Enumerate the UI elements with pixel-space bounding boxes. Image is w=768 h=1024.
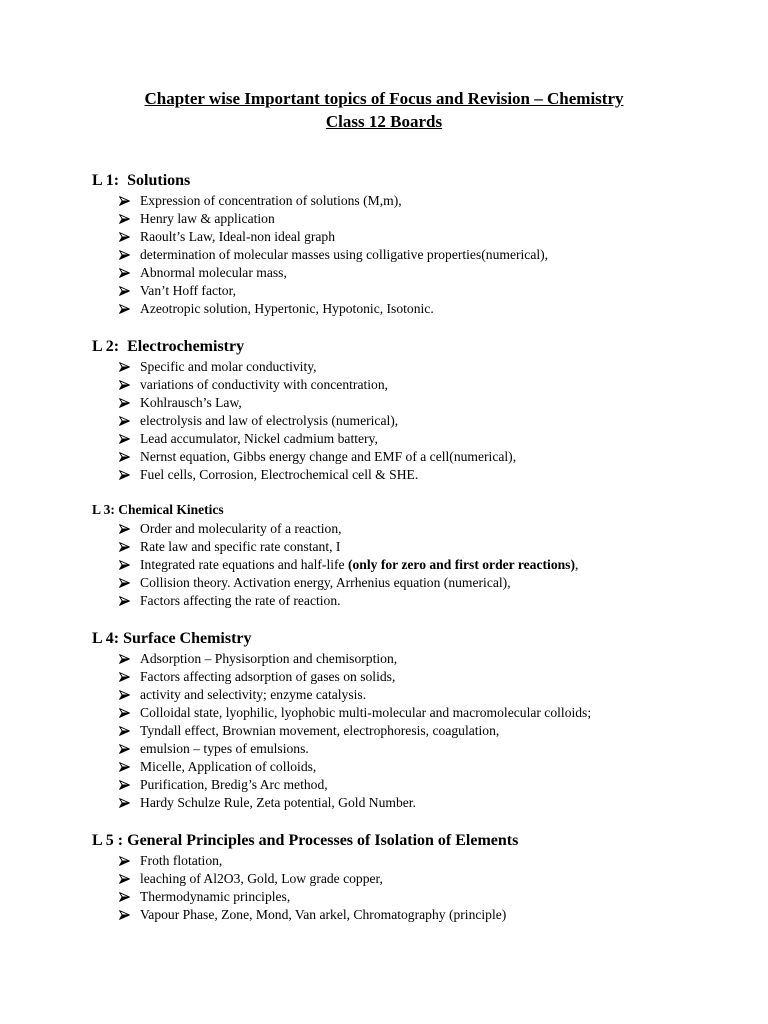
arrow-bullet-icon — [119, 542, 130, 552]
topic-text: Rate law and specific rate constant, I — [140, 539, 341, 554]
topic-text: Fuel cells, Corrosion, Electrochemical cell & SHE. — [140, 467, 419, 482]
topic-list — [92, 192, 768, 318]
topic-item — [92, 246, 768, 264]
arrow-bullet-icon — [119, 416, 130, 426]
arrow-bullet-icon — [119, 892, 130, 902]
topic-text: Specific and molar conductivity, — [140, 359, 317, 374]
chapter-section — [92, 831, 768, 924]
topic-text: Nernst equation, Gibbs energy change and EMF of a cell(numerical), — [140, 449, 517, 464]
arrow-bullet-icon — [119, 380, 130, 390]
arrow-bullet-icon — [119, 762, 130, 772]
topic-item — [92, 794, 768, 812]
arrow-bullet-icon — [119, 470, 130, 480]
topic-text: Henry law & application — [140, 211, 275, 226]
chapter-heading: L 1: Solutions — [92, 172, 191, 189]
arrow-bullet-icon — [119, 286, 130, 296]
arrow-bullet-icon — [119, 910, 130, 920]
topic-item — [92, 722, 768, 740]
topic-item — [92, 888, 768, 906]
topic-text: Order and molecularity of a reaction, — [140, 521, 342, 536]
arrow-bullet-icon — [119, 654, 130, 664]
topic-text-part: , — [575, 557, 579, 572]
arrow-bullet-icon — [119, 452, 130, 462]
topic-item — [92, 852, 768, 870]
chapter-section — [92, 337, 768, 484]
arrow-bullet-icon — [119, 798, 130, 808]
arrow-bullet-icon — [119, 362, 130, 372]
topic-text: Azeotropic solution, Hypertonic, Hypotonic, Isotonic. — [140, 301, 434, 316]
arrow-bullet-icon — [119, 690, 130, 700]
topic-text: electrolysis and law of electrolysis (numerical), — [140, 413, 399, 428]
arrow-bullet-icon — [119, 232, 130, 242]
topic-item — [92, 300, 768, 318]
topic-item — [92, 556, 768, 574]
topic-text: Kohlrausch’s Law, — [140, 395, 242, 410]
arrow-bullet-icon — [119, 250, 130, 260]
topic-text: Colloidal state, lyophilic, lyophobic multi-molecular and macromolecular colloids; — [140, 705, 592, 720]
arrow-bullet-icon — [119, 214, 130, 224]
topic-list — [92, 852, 768, 924]
topic-item — [92, 668, 768, 686]
arrow-bullet-icon — [119, 856, 130, 866]
topic-text: Tyndall effect, Brownian movement, electrophoresis, coagulation, — [140, 723, 500, 738]
chapter-heading: L 3: Chemical Kinetics — [92, 502, 224, 517]
title-row — [0, 110, 768, 133]
topic-text: Thermodynamic principles, — [140, 889, 291, 904]
arrow-bullet-icon — [119, 434, 130, 444]
chapter-heading: L 2: Electrochemistry — [92, 338, 245, 355]
topic-item — [92, 376, 768, 394]
title-row — [0, 87, 768, 110]
chapter-heading: L 4: Surface Chemistry — [92, 630, 252, 647]
topic-text: activity and selectivity; enzyme catalysis. — [140, 687, 367, 702]
chapter-section — [92, 171, 768, 318]
arrow-bullet-icon — [119, 524, 130, 534]
topic-item — [92, 776, 768, 794]
arrow-bullet-icon — [119, 268, 130, 278]
topic-item — [92, 704, 768, 722]
topic-text: variations of conductivity with concentration, — [140, 377, 389, 392]
topic-item — [92, 466, 768, 484]
topic-item — [92, 448, 768, 466]
topic-text-part: Integrated rate equations and half-life — [140, 557, 348, 572]
topic-item — [92, 740, 768, 758]
title-line-2: Class 12 Boards — [325, 112, 443, 131]
topic-text: Vapour Phase, Zone, Mond, Van arkel, Chromatography (principle) — [140, 907, 507, 922]
topic-list — [92, 358, 768, 484]
topic-text: Factors affecting the rate of reaction. — [140, 593, 341, 608]
topic-item — [92, 758, 768, 776]
topic-text: Expression of concentration of solutions (M,m), — [140, 193, 402, 208]
topic-item — [92, 870, 768, 888]
topic-text: Van’t Hoff factor, — [140, 283, 236, 298]
topic-text: Collision theory. Activation energy, Arrhenius equation (numerical), — [140, 575, 511, 590]
arrow-bullet-icon — [119, 708, 130, 718]
title-line-1: Chapter wise Important topics of Focus and Revision – Chemistry — [144, 89, 624, 108]
chapter-heading: L 5 : General Principles and Processes of Isolation of Elements — [92, 832, 519, 849]
topic-text — [140, 557, 578, 572]
topic-item — [92, 264, 768, 282]
chapter-sections — [0, 171, 768, 924]
arrow-bullet-icon — [119, 304, 130, 314]
arrow-bullet-icon — [119, 672, 130, 682]
topic-text: Factors affecting adsorption of gases on solids, — [140, 669, 396, 684]
topic-list — [92, 520, 768, 610]
topic-item — [92, 358, 768, 376]
chapter-section — [92, 501, 768, 610]
topic-item — [92, 430, 768, 448]
topic-item — [92, 282, 768, 300]
chapter-section — [92, 629, 768, 812]
arrow-bullet-icon — [119, 578, 130, 588]
topic-text: leaching of Al2O3, Gold, Low grade copper, — [140, 871, 383, 886]
topic-item — [92, 192, 768, 210]
topic-text: Abnormal molecular mass, — [140, 265, 287, 280]
topic-text: determination of molecular masses using colligative properties(numerical), — [140, 247, 549, 262]
topic-text: Micelle, Application of colloids, — [140, 759, 317, 774]
topic-list — [92, 650, 768, 812]
topic-text: Purification, Bredig’s Arc method, — [140, 777, 328, 792]
topic-text: Froth flotation, — [140, 853, 223, 868]
arrow-bullet-icon — [119, 780, 130, 790]
topic-text: Adsorption – Physisorption and chemisorption, — [140, 651, 398, 666]
topic-text: Hardy Schulze Rule, Zeta potential, Gold Number. — [140, 795, 416, 810]
topic-emphasis: (only for zero and first order reactions) — [347, 557, 575, 572]
topic-text: Raoult’s Law, Ideal-non ideal graph — [140, 229, 336, 244]
arrow-bullet-icon — [119, 560, 130, 570]
arrow-bullet-icon — [119, 744, 130, 754]
topic-item — [92, 538, 768, 556]
topic-item — [92, 228, 768, 246]
topic-item — [92, 412, 768, 430]
arrow-bullet-icon — [119, 726, 130, 736]
arrow-bullet-icon — [119, 398, 130, 408]
topic-item — [92, 906, 768, 924]
arrow-bullet-icon — [119, 596, 130, 606]
arrow-bullet-icon — [119, 874, 130, 884]
topic-item — [92, 592, 768, 610]
topic-text: emulsion – types of emulsions. — [140, 741, 309, 756]
topic-text: Lead accumulator, Nickel cadmium battery, — [140, 431, 378, 446]
document-title — [0, 87, 768, 133]
topic-item — [92, 650, 768, 668]
topic-item — [92, 520, 768, 538]
arrow-bullet-icon — [119, 196, 130, 206]
topic-item — [92, 574, 768, 592]
topic-item — [92, 686, 768, 704]
topic-item — [92, 210, 768, 228]
topic-item — [92, 394, 768, 412]
